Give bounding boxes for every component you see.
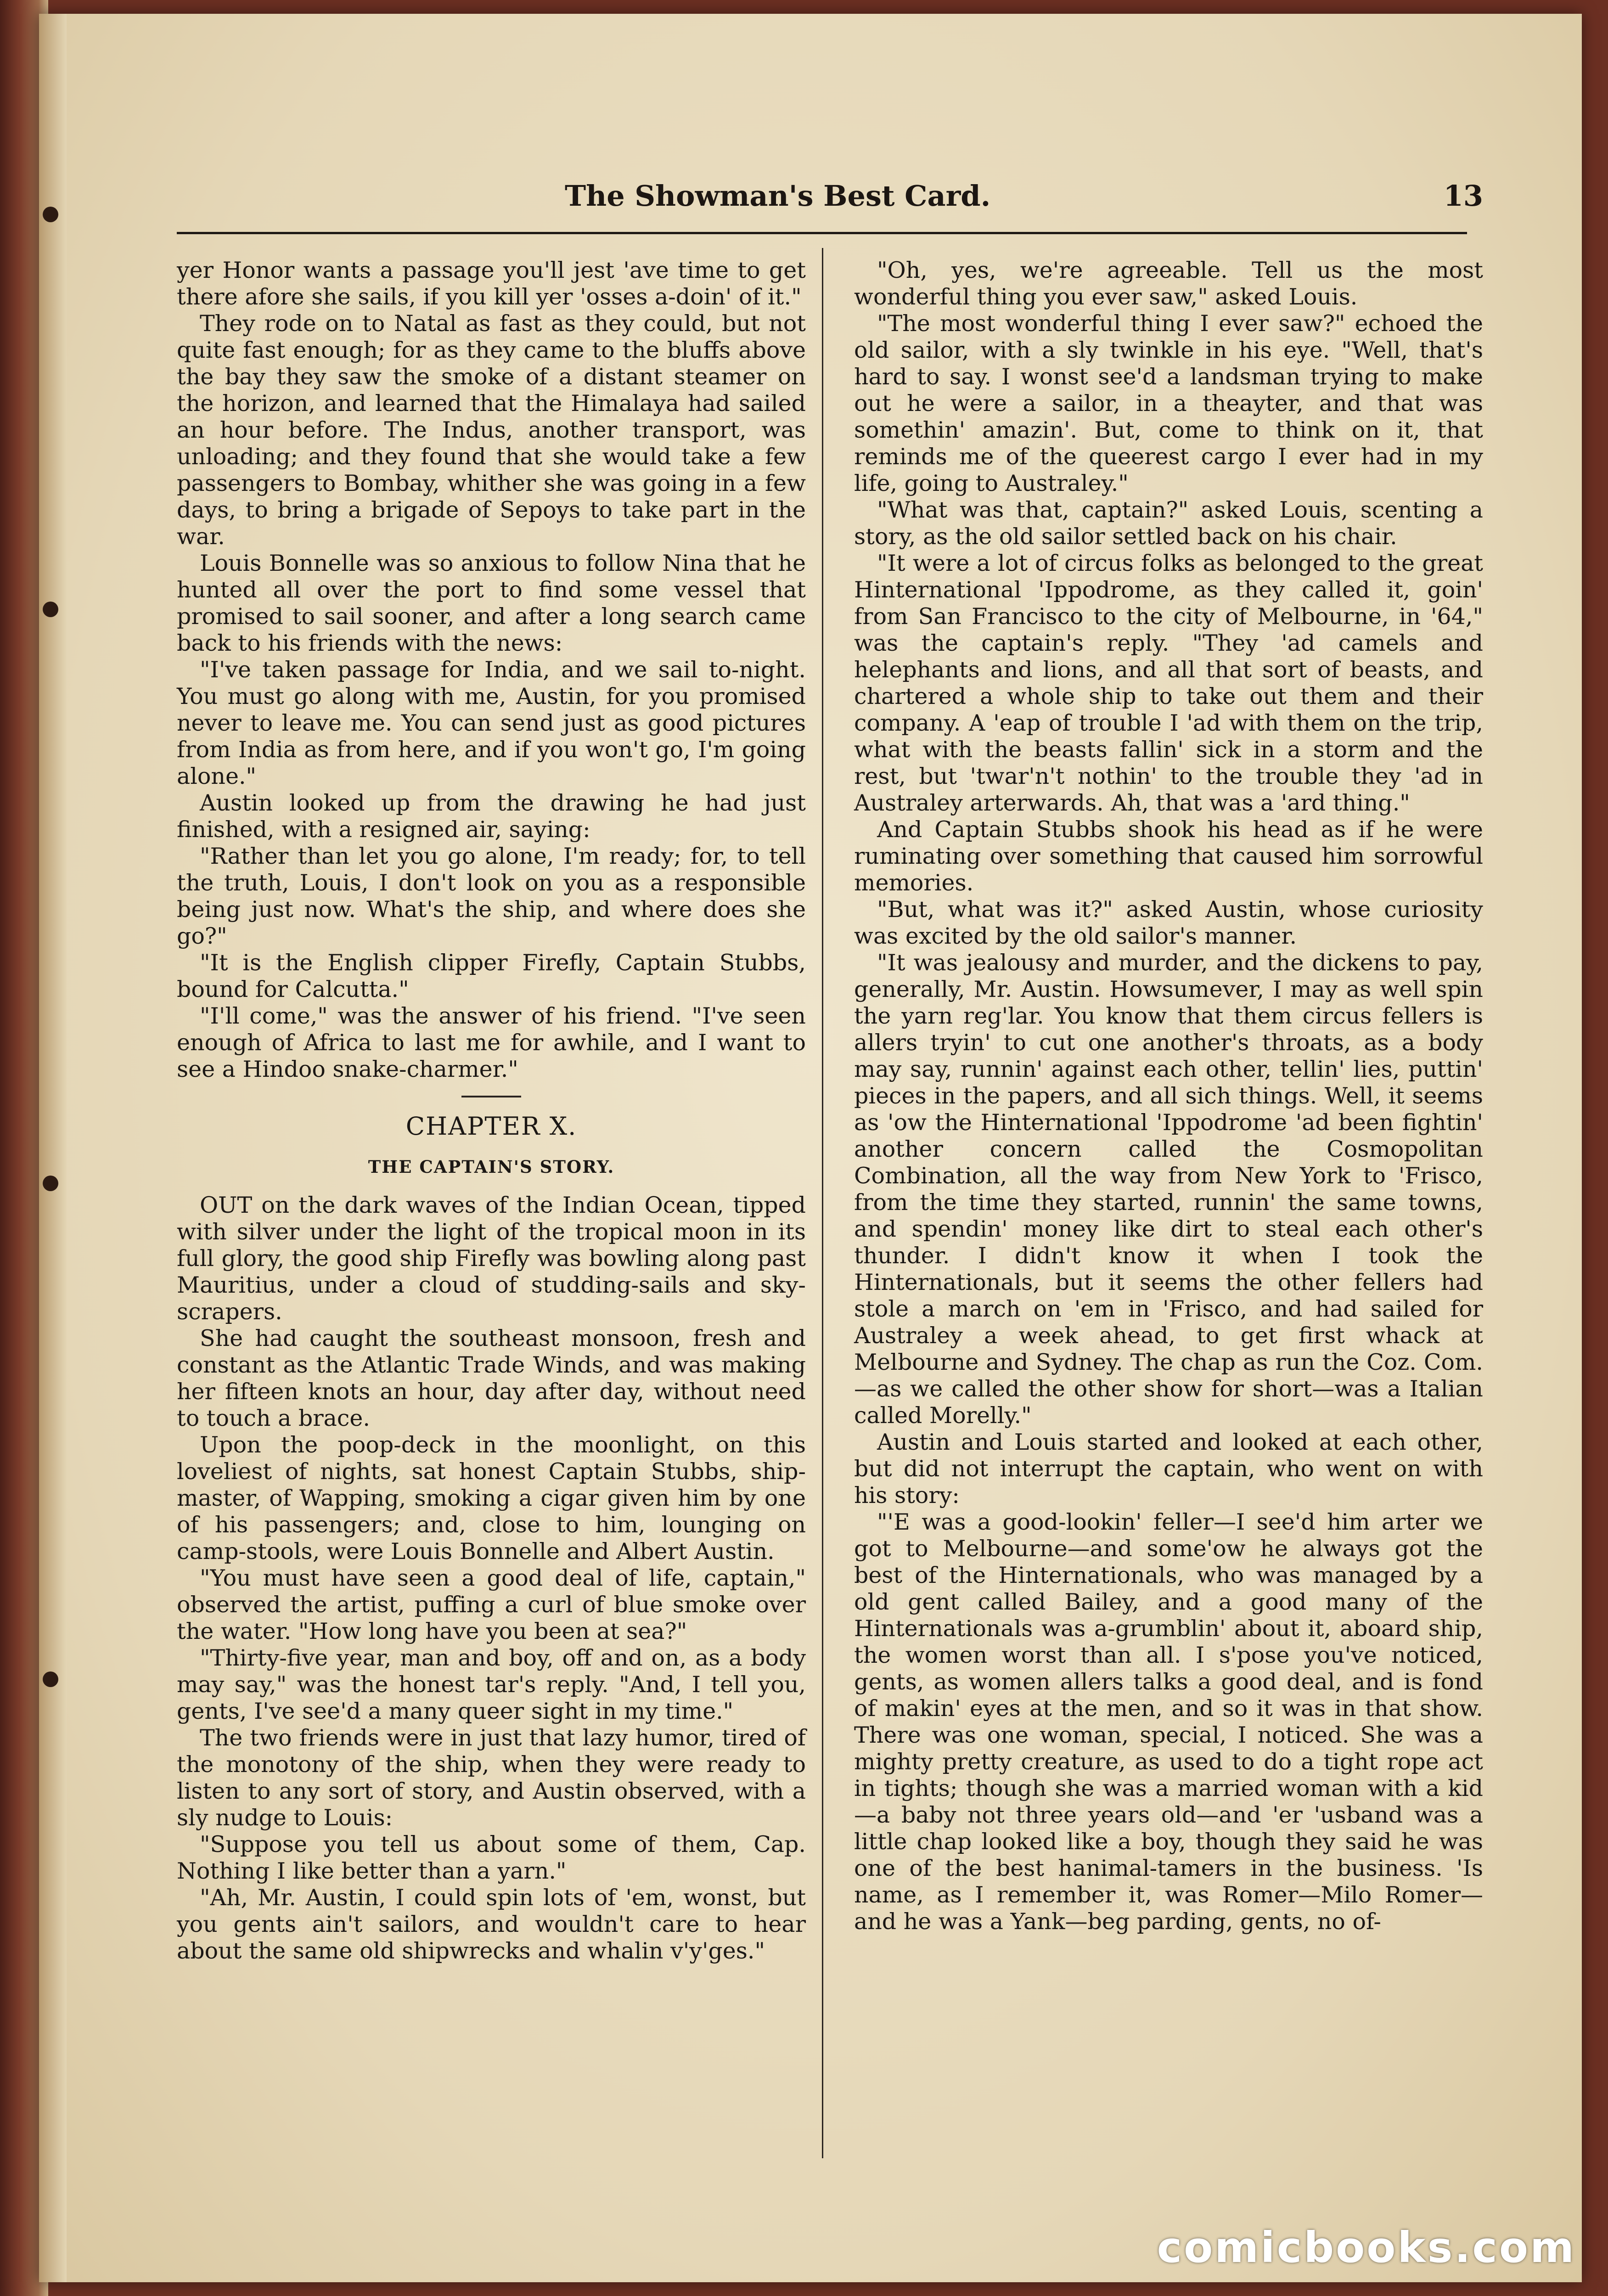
paragraph: "Oh, yes, we're agreeable. Tell us the most wonderful thing you ever saw," asked Louis.	[854, 257, 1483, 310]
binding-hole	[43, 207, 58, 222]
paragraph: yer Honor wants a passage you'll jest 'ave time to get there afore she sails, if you kill yer 'osses a-doin' of it."	[177, 257, 806, 310]
paragraph: She had caught the southeast monsoon, fresh and constant as the Atlantic Trade Winds, and was making her fifteen knots an hour, day after day, without need to touch a brace.	[177, 1325, 806, 1431]
paragraph: Austin looked up from the drawing he had just finished, with a resigned air, saying:	[177, 790, 806, 843]
binding-hole	[43, 1176, 58, 1191]
paragraph: OUT on the dark waves of the Indian Ocean, tipped with silver under the light of the tropical moon in its full glory, the good ship Firefly was bowling along past Mauritius, under a cloud of studding-sails and sky-scrapers.	[177, 1192, 806, 1325]
paragraph: They rode on to Natal as fast as they could, but not quite fast enough; for as they came to the bluffs above the bay they saw the smoke of a distant steamer on the horizon, and learned that the Himalaya had sailed an hour before. The Indus, another transport, was unloading; and they found that she would take a few passengers to Bombay, whither she was going in a few days, to bring a brigade of Sepoys to take part in the war.	[177, 310, 806, 550]
paragraph: "Thirty-five year, man and boy, off and on, as a body may say," was the honest tar's reply. "And, I tell you, gents, I've see'd a many queer sight in my time."	[177, 1645, 806, 1724]
column-divider	[822, 248, 823, 2158]
paragraph: "You must have seen a good deal of life, captain," observed the artist, puffing a curl of blue smoke over the water. "How long have you been at sea?"	[177, 1565, 806, 1644]
paragraph: "But, what was it?" asked Austin, whose curiosity was excited by the old sailor's manner.	[854, 896, 1483, 949]
site-watermark: comicbooks.com	[1157, 2223, 1576, 2272]
running-head-title: The Showman's Best Card.	[565, 179, 991, 213]
paragraph: "What was that, captain?" asked Louis, scenting a story, as the old sailor settled back on his chair.	[854, 497, 1483, 550]
paragraph: Austin and Louis started and looked at each other, but did not interrupt the captain, who went on with his story:	[854, 1429, 1483, 1508]
paragraph: "I'll come," was the answer of his friend. "I've seen enough of Africa to last me for awhile, and I want to see a Hindoo snake-charmer."	[177, 1003, 806, 1082]
paragraph: "It was jealousy and murder, and the dickens to pay, generally, Mr. Austin. Howsumever, I may as well spin the yarn reg'lar. You know that them circus fellers is allers tryin' to cut one another's throats, as a body may say, runnin' against each other, tellin' lies, puttin' pieces in the papers, and all sich things. Well, it seems as 'ow the Hinternational 'Ippodrome 'ad been fightin' another concern called the Cosmopolitan Combination, all the way from New York to 'Frisco, from the time they started, runnin' the same towns, and spendin' money like dirt to steal each other's thunder. I didn't know it when I took the Hinternationals, but it seems the other fellers had stole a march on 'em in 'Frisco, and had sailed for Australey a week ahead, to get first whack at Melbourne and Sydney. The chap as run the Coz. Com.—as we called the other show for short—was a Italian called Morelly."	[854, 950, 1483, 1429]
paragraph: "'E was a good-lookin' feller—I see'd him arter we got to Melbourne—and some'ow he always got the best of the Hinternationals, who was managed by a old gent called Bailey, and a good many of the Hinternationals was a-grumblin' about it, aboard ship, the women worst than all. I s'pose you've noticed, gents, as women allers talks a good deal, and is fond of makin' eyes at the men, and so it was in that show. There was one woman, special, I noticed. She was a mighty pretty creature, as used to do a tight rope act in tights; though she was a married woman with a kid—a baby not three years old—and 'er 'usband was a little chap looked like a boy, though they said he was one of the best hanimal-tamers in the business. 'Is name, as I remember it, was Romer—Milo Romer—and he was a Yank—beg parding, gents, no of-	[854, 1509, 1483, 1935]
chapter-subtitle: THE CAPTAIN'S STORY.	[368, 1157, 615, 1177]
paragraph: "It were a lot of circus folks as belonged to the great Hinternational 'Ippodrome, as they called it, goin' from San Francisco to the city of Melbourne, in '64," was the captain's reply. "They 'ad camels and helephants and lions, and all that sort of beasts, and chartered a whole ship to take out them and their company. A 'eap of trouble I 'ad with them on the trip, what with the beasts fallin' sick in a storm and the rest, but 'twar'n't nothin' to the trouble they 'ad in Australey arterwards. Ah, that was a 'ard thing."	[854, 550, 1483, 816]
right-column	[854, 257, 1483, 1935]
paragraph: Upon the poop-deck in the moonlight, on this loveliest of nights, sat honest Captain Stubbs, ship-master, of Wapping, smoking a cigar given him by one of his passengers; and, close to him, lounging on camp-stools, were Louis Bonnelle and Albert Austin.	[177, 1432, 806, 1564]
paragraph: "It is the English clipper Firefly, Captain Stubbs, bound for Calcutta."	[177, 950, 806, 1002]
section-separator	[461, 1096, 521, 1097]
page-number: 13	[1443, 179, 1483, 213]
paragraph: "Rather than let you go alone, I'm ready; for, to tell the truth, Louis, I don't look on you as a responsible being just now. What's the ship, and where does she go?"	[177, 843, 806, 949]
binding-hole	[43, 602, 58, 617]
binding-hole	[43, 1671, 58, 1687]
left-column	[177, 257, 806, 1964]
paragraph: "Suppose you tell us about some of them, Cap. Nothing I like better than a yarn."	[177, 1831, 806, 1884]
paragraph: "The most wonderful thing I ever saw?" echoed the old sailor, with a sly twinkle in his eye. "Well, that's hard to say. I wonst see'd a landsman trying to make out he were a sailor, in a theayter, and that was somethin' amazin'. But, come to think on it, that reminds me of the queerest cargo I ever had in my life, going to Australey."	[854, 310, 1483, 496]
paragraph: Louis Bonnelle was so anxious to follow Nina that he hunted all over the port to find some vessel that promised to sail sooner, and after a long search came back to his friends with the news:	[177, 550, 806, 656]
paragraph: "Ah, Mr. Austin, I could spin lots of 'em, wonst, but you gents ain't sailors, and wouldn't care to hear about the same old shipwrecks and whalin v'y'ges."	[177, 1885, 806, 1964]
running-head	[528, 179, 1492, 225]
paragraph: The two friends were in just that lazy humor, tired of the monotony of the ship, when they were ready to listen to any sort of story, and Austin observed, with a sly nudge to Louis:	[177, 1725, 806, 1831]
binding-gutter	[39, 14, 67, 2282]
chapter-heading: CHAPTER X.	[405, 1112, 577, 1141]
header-rule	[177, 232, 1467, 234]
paragraph: And Captain Stubbs shook his head as if he were ruminating over something that caused him sorrowful memories.	[854, 816, 1483, 896]
paragraph: "I've taken passage for India, and we sail to-night. You must go along with me, Austin, for you promised never to leave me. You can send just as good pictures from India as from here, and if you won't go, I'm going alone."	[177, 657, 806, 789]
